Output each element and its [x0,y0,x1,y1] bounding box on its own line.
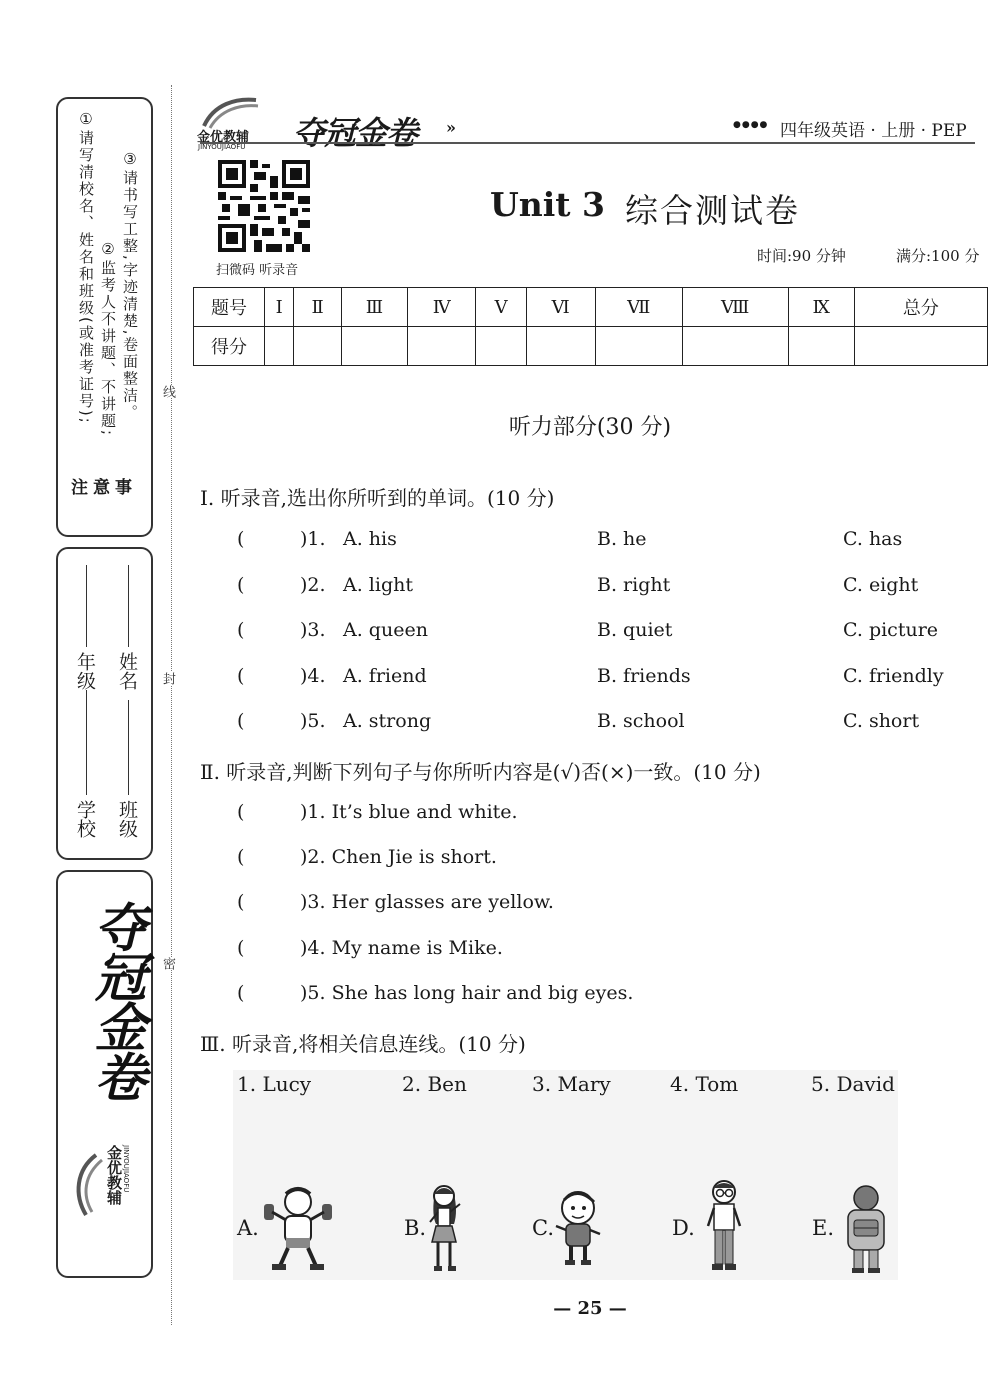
match-name-4[interactable]: 4. Tom [670,1072,739,1096]
score-col-5: Ⅴ [476,288,526,327]
score-col-2: Ⅱ [294,288,342,327]
notes-label-3: 事 [111,478,131,497]
answer-blank[interactable]: ( [237,982,245,1004]
qr-code-icon[interactable] [218,160,310,252]
score-cell[interactable] [294,327,342,366]
score-col-6: Ⅵ [526,288,595,327]
cut-mark-line: 线 [160,385,175,398]
score-row-label: 得分 [194,327,265,366]
picture-label-b: B. [404,1216,427,1240]
item-number: )5. [300,710,326,732]
note-3: ③请书写工整,字迹清楚,卷面整洁。 [121,150,139,422]
boy-glasses-picture[interactable] [702,1178,746,1276]
answer-blank[interactable]: ( [237,619,245,641]
option-b: B. he [597,528,647,550]
option-b: B. right [597,574,671,596]
score-col-4: Ⅳ [408,288,476,327]
qr-caption: 扫微码 听录音 [216,263,299,278]
time-limit: 时间:90 分钟 [757,247,846,265]
class-label: 班级 [116,800,138,838]
score-cell[interactable] [682,327,788,366]
statement: )4. My name is Mike. [300,937,503,959]
option-b: B. quiet [597,619,673,641]
picture-label-a: A. [237,1216,259,1240]
publisher-vertical: 金优教辅 [105,1145,123,1205]
match-name-3[interactable]: 3. Mary [532,1072,611,1096]
girl-long-hair-picture[interactable] [424,1182,466,1274]
header-rule [200,142,975,144]
answer-blank[interactable]: ( [237,574,245,596]
note-1: ①请写清校名、姓名和班级(或准考证号); [77,110,95,425]
match-name-5[interactable]: 5. David [811,1072,895,1096]
school-field[interactable] [86,690,87,795]
statement: )3. Her glasses are yellow. [300,891,554,913]
dots-ornament-icon: ●●●● [733,120,769,130]
brand-vertical-title: 夺冠金卷 [85,900,145,1100]
score-table-header-label: 题号 [194,288,265,327]
score-cell[interactable] [476,327,526,366]
publisher-name: 金优教辅 [197,130,250,145]
answer-blank[interactable]: ( [237,891,245,913]
score-cell[interactable] [595,327,682,366]
statement: )2. Chen Jie is short. [300,846,497,868]
listening-section-heading: 听力部分(30 分) [508,415,672,440]
series-title: 夺冠金卷 [293,114,418,152]
score-col-1: Ⅰ [265,288,294,327]
notes-label-2: 意 [89,478,109,497]
item-number: )1. [300,528,326,550]
name-field[interactable] [128,565,129,647]
grade-label: 年级 [74,652,96,690]
double-chevron-icon: » [446,118,456,137]
score-col-3: Ⅲ [341,288,407,327]
score-col-8: Ⅷ [682,288,788,327]
statement: )1. It’s blue and white. [300,801,518,823]
cut-mark-secret: 密 [160,957,175,970]
picture-label-e: E. [812,1216,835,1240]
answer-blank[interactable]: ( [237,528,245,550]
option-c: C. has [843,528,903,550]
option-c: C. short [843,710,920,732]
match-name-2[interactable]: 2. Ben [402,1072,467,1096]
score-cell[interactable] [526,327,595,366]
school-label: 学校 [74,800,96,838]
score-table [193,287,988,366]
item-number: )2. [300,574,326,596]
score-cell[interactable] [265,327,294,366]
score-col-7: Ⅶ [595,288,682,327]
score-col-9: Ⅸ [788,288,854,327]
section-1-title: Ⅰ. 听录音,选出你所听到的单词。(10 分) [200,486,555,510]
answer-blank[interactable]: ( [237,846,245,868]
strong-boy-picture[interactable] [262,1182,334,1272]
score-col-total: 总分 [854,288,987,327]
publisher-logo-icon [66,1150,106,1220]
score-table-score-row [194,327,988,366]
answer-blank[interactable]: ( [237,665,245,687]
match-name-1[interactable]: 1. Lucy [237,1072,312,1096]
answer-blank[interactable]: ( [237,937,245,959]
option-a: A. light [343,574,413,596]
cut-mark-seal: 封 [160,672,175,685]
option-a: A. queen [343,619,428,641]
section-2-title: Ⅱ. 听录音,判断下列句子与你所听内容是(√)否(×)一致。(10 分) [200,760,761,784]
test-title: 综合测试卷 [625,191,800,230]
publisher-pinyin: JINYOUJIAOFU [198,143,246,151]
name-label: 姓名 [116,652,138,690]
statement: )5. She has long hair and big eyes. [300,982,634,1004]
item-number: )3. [300,619,326,641]
item-number: )4. [300,665,326,687]
option-c: C. eight [843,574,919,596]
short-boy-picture[interactable] [554,1188,604,1268]
score-cell[interactable] [854,327,987,366]
cut-line [171,85,172,1325]
book-label: 四年级英语 · 上册 · PEP [780,121,967,141]
option-b: B. friends [597,665,691,687]
picture-label-c: C. [532,1216,554,1240]
answer-blank[interactable]: ( [237,801,245,823]
score-table-header-row [194,288,988,327]
score-cell[interactable] [408,327,476,366]
score-cell[interactable] [788,327,854,366]
page-number: — 25 — [553,1298,627,1319]
option-a: A. his [343,528,397,550]
score-cell[interactable] [341,327,407,366]
notes-label-1: 注 [67,478,87,497]
picture-label-d: D. [672,1216,695,1240]
full-score: 满分:100 分 [896,247,980,265]
option-b: B. school [597,710,685,732]
option-c: C. picture [843,619,939,641]
option-a: A. strong [343,710,432,732]
option-a: A. friend [343,665,427,687]
answer-blank[interactable]: ( [237,710,245,732]
schoolbag-picture[interactable] [840,1184,892,1276]
section-3-title: Ⅲ. 听录音,将相关信息连线。(10 分) [200,1032,526,1056]
grade-field[interactable] [86,565,87,647]
publisher-pinyin-vertical: JINYOUJIAOFU [122,1145,130,1193]
class-field[interactable] [128,700,129,795]
note-2: ②监考人不讲题、不讲题; [99,240,117,438]
unit-title: Unit 3 [490,185,606,224]
option-c: C. friendly [843,665,944,687]
